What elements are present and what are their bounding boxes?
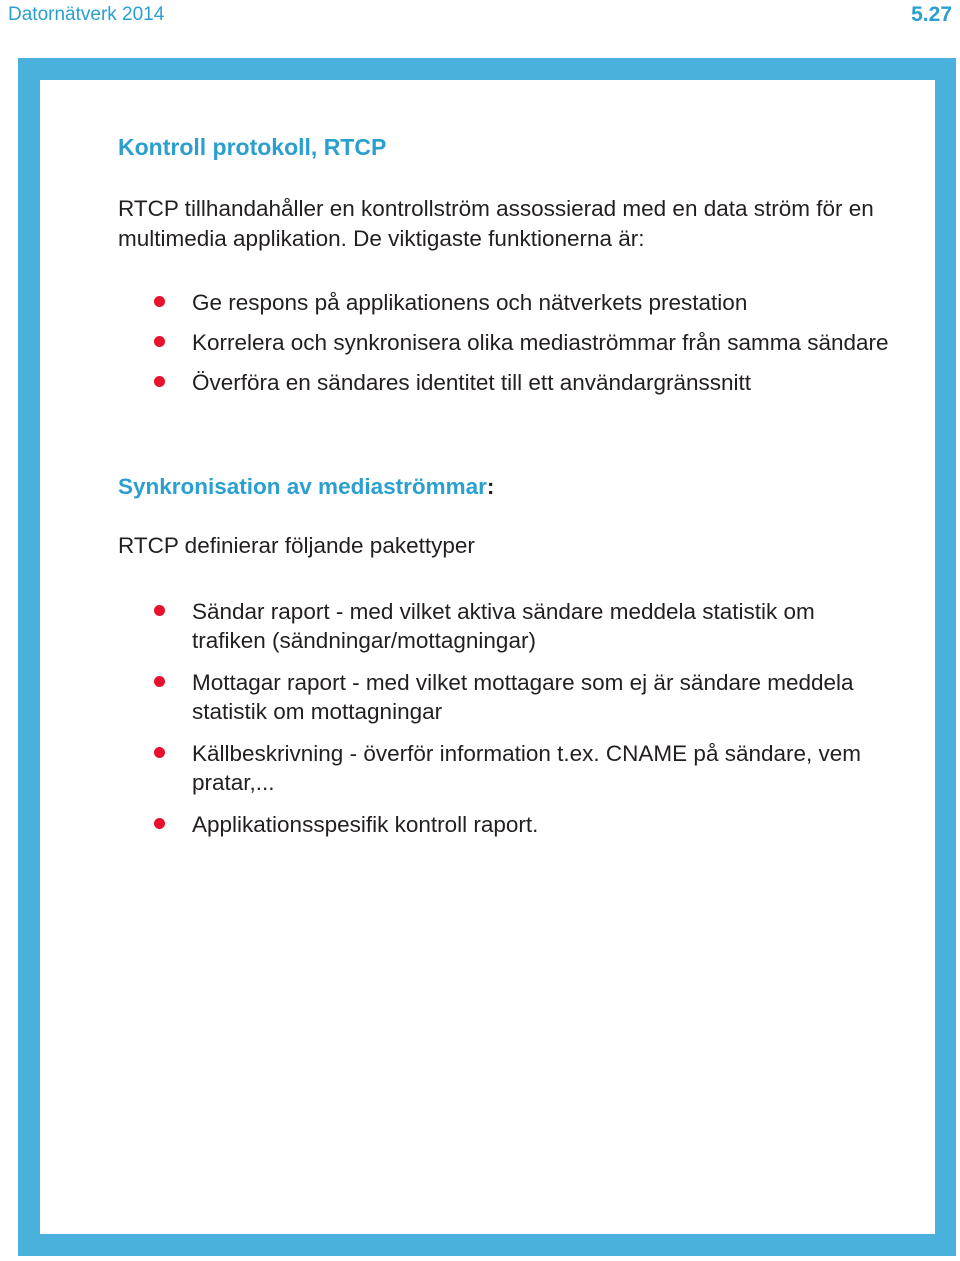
- slide-title: Kontroll protokoll, RTCP: [118, 134, 387, 160]
- packet-types-list: [152, 597, 892, 852]
- intro-paragraph: RTCP tillhandahåller en kontrollström assossierad med en data ström för en multimedia applikation. De viktigaste funktionerna är:: [118, 196, 874, 251]
- list-item-text: Korrelera och synkronisera olika mediaströmmar från samma sändare: [192, 330, 889, 355]
- list-item: [152, 328, 892, 357]
- list-item-text: Ge respons på applikationens och nätverkets prestation: [192, 290, 748, 315]
- bullet-dot-icon: [154, 747, 165, 758]
- list-item-text: Applikationsspesifik kontroll raport.: [192, 812, 539, 837]
- section-heading-text: Synkronisation av mediaströmmar: [118, 474, 487, 499]
- bullet-dot-icon: [154, 818, 165, 829]
- bullet-dot-icon: [154, 336, 165, 347]
- course-title: Datornätverk 2014: [8, 4, 165, 25]
- list-item: [152, 810, 892, 839]
- page-number: 5.27: [911, 3, 952, 26]
- bullet-dot-icon: [154, 605, 165, 616]
- slide-frame: [18, 58, 956, 1256]
- list-item: [152, 288, 892, 317]
- bullet-dot-icon: [154, 376, 165, 387]
- functions-list: [152, 288, 892, 408]
- list-item: [152, 597, 892, 655]
- slide-panel: [40, 80, 935, 1234]
- bullet-dot-icon: [154, 676, 165, 687]
- list-item-text: Överföra en sändares identitet till ett användargränssnitt: [192, 370, 752, 395]
- bullet-dot-icon: [154, 296, 165, 307]
- list-item: [152, 739, 892, 797]
- list-item-text: Sändar raport - med vilket aktiva sändare meddela statistik om trafiken (sändningar/mottagningar): [192, 599, 815, 653]
- section-heading: [118, 474, 494, 500]
- section-heading-colon: :: [486, 474, 495, 499]
- list-item-text: Källbeskrivning - överför information t.ex. CNAME på sändare, vem pratar,...: [192, 741, 862, 795]
- list-item: [152, 368, 892, 397]
- packet-intro: RTCP definierar följande pakettyper: [118, 533, 475, 558]
- list-item: [152, 668, 892, 726]
- list-item-text: Mottagar raport - med vilket mottagare som ej är sändare meddela statistik om mottagningar: [192, 670, 854, 724]
